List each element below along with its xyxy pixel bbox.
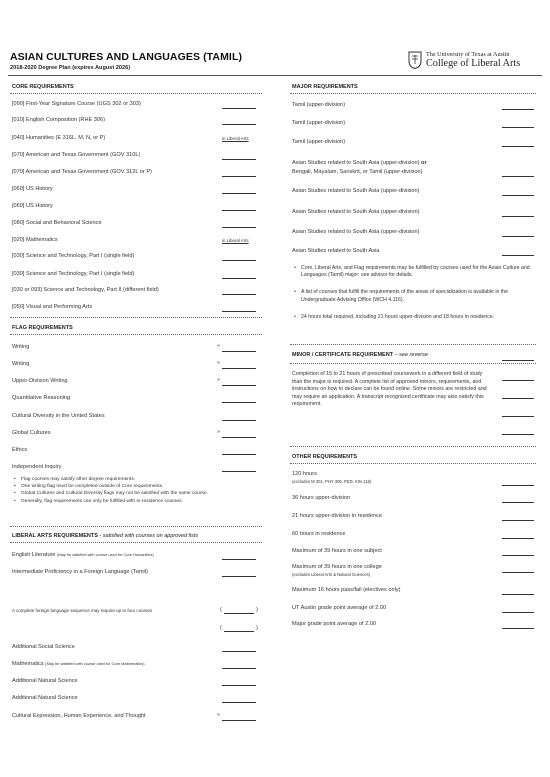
sequence-paren-open: ( bbox=[220, 625, 222, 631]
social-science-row: Additional Social Science bbox=[12, 644, 75, 650]
flag-note: • Flag courses may satisfy other degree requirements. bbox=[12, 476, 258, 483]
sequence-paren-open: ( bbox=[220, 607, 222, 613]
major-item-blank[interactable] bbox=[502, 236, 534, 237]
core-item-blank[interactable] bbox=[222, 311, 256, 312]
major-item-blank[interactable] bbox=[502, 176, 534, 177]
flag-note: • One writing flag must be completed outside of Core requirements. bbox=[12, 483, 258, 490]
mathematics-row bbox=[12, 661, 145, 667]
minor-divider bbox=[290, 363, 536, 364]
other-ut-gpa: UT Austin grade point average of 2.00 bbox=[292, 605, 387, 611]
other-divider-top bbox=[290, 446, 536, 447]
core-item-tag: in Liberal Arts bbox=[222, 136, 249, 141]
core-item-blank[interactable] bbox=[222, 159, 256, 160]
major-notes bbox=[292, 265, 536, 321]
flag-item-blank[interactable] bbox=[222, 420, 256, 421]
major-note: • A list of courses that fulfill the requirements of the areas of specialization is available in the Undergraduate Advising Office (WCH 4.116). bbox=[292, 289, 536, 303]
other-heading: OTHER REQUIREMENTS bbox=[292, 454, 358, 460]
minor-course-blank[interactable] bbox=[502, 398, 534, 399]
sequence-note: A complete foreign language sequence may require up to four courses bbox=[12, 608, 153, 613]
other-pass-fail: Maximum 16 hours pass/fail (electives only) bbox=[292, 587, 401, 593]
liberal-arts-heading-note: - satisfied with courses on approved lists bbox=[97, 533, 199, 539]
flag-arrow: » bbox=[217, 360, 220, 366]
core-item: [030 or 093] Science and Technology, Part II (different field) bbox=[12, 287, 159, 293]
core-item: [070] American and Texas Government (GOV 312L or P) bbox=[12, 169, 152, 175]
university-seal-icon bbox=[408, 51, 422, 69]
core-heading: CORE REQUIREMENTS bbox=[12, 84, 74, 90]
major-item-blank[interactable] bbox=[502, 146, 534, 147]
other-blank[interactable] bbox=[502, 612, 534, 613]
other-blank[interactable] bbox=[502, 485, 534, 486]
major-item: Tamil (upper-division) bbox=[292, 139, 346, 145]
sequence-paren-close: ) bbox=[256, 625, 258, 631]
minor-divider-top bbox=[290, 344, 536, 345]
core-item: [070] American and Texas Government (GOV 310L) bbox=[12, 152, 141, 158]
foreign-language-blank[interactable] bbox=[222, 576, 256, 577]
english-literature-label: English Literature bbox=[12, 552, 56, 558]
minor-heading-text: MINOR / CERTIFICATE REQUIREMENT bbox=[292, 352, 394, 358]
flag-item-blank[interactable] bbox=[222, 454, 256, 455]
major-item-blank[interactable] bbox=[502, 109, 534, 110]
english-literature-blank[interactable] bbox=[222, 559, 256, 560]
core-divider bbox=[10, 93, 262, 94]
flag-divider bbox=[10, 334, 262, 335]
natural-science-blank[interactable] bbox=[222, 685, 256, 686]
other-blank[interactable] bbox=[502, 520, 534, 521]
major-item-blank[interactable] bbox=[502, 127, 534, 128]
major-item: Tamil (upper-division) bbox=[292, 120, 346, 126]
other-blank[interactable] bbox=[502, 594, 534, 595]
core-item-blank[interactable] bbox=[222, 227, 256, 228]
major-item: Asian Studies related to South Asia (upper-division) bbox=[292, 209, 420, 215]
mathematics-label: Mathematics bbox=[12, 661, 44, 667]
minor-blank[interactable] bbox=[502, 360, 534, 361]
core-item-blank[interactable] bbox=[222, 294, 256, 295]
minor-description: Completion of 15 to 21 hours of prescribed coursework in a different field of study than the major is required. A complete list of approved minors, requirements, and instructions on how to declare can be found online. Some minors are restricted and may require an application. A transcript recognized certificate may also satisfy this requirement. bbox=[292, 371, 487, 408]
core-item: [060] US History bbox=[12, 186, 53, 192]
flag-arrow: » bbox=[217, 377, 220, 383]
core-item-blank[interactable] bbox=[222, 176, 256, 177]
flag-note: • Global Cultures and Cultural Diversity flags may not be satisfied with the same course. bbox=[12, 490, 258, 497]
natural-science-row: Additional Natural Science bbox=[12, 678, 78, 684]
other-120-hours-note: (excludes M 301, PHY 306, PED, KIN 119) bbox=[292, 479, 372, 484]
major-item-blank[interactable] bbox=[502, 216, 534, 217]
other-120-hours: 120 hours bbox=[292, 471, 317, 477]
flag-item: Global Cultures bbox=[12, 430, 51, 436]
core-item: [020] Mathematics bbox=[12, 237, 58, 243]
core-item: [030] Science and Technology, Part I (single field) bbox=[12, 253, 135, 259]
core-item: [040] Humanities (E 316L, M, N, or P) bbox=[12, 135, 106, 141]
major-note: • 24 hours total required, including 21 hours upper-division and 18 hours in residence. bbox=[292, 314, 536, 321]
page-title: ASIAN CULTURES AND LANGUAGES (TAMIL) bbox=[10, 51, 243, 63]
other-divider bbox=[290, 463, 536, 464]
college-logo bbox=[408, 50, 540, 72]
core-item-blank[interactable] bbox=[222, 193, 256, 194]
core-item-blank[interactable] bbox=[222, 124, 256, 125]
cultural-expression-row: Cultural Expression, Human Experience, and Thought bbox=[12, 713, 146, 719]
core-item: [050] Visual and Performing Arts bbox=[12, 304, 93, 310]
major-item-blank[interactable] bbox=[502, 195, 534, 196]
other-60-residence: 60 hours in residence bbox=[292, 531, 346, 537]
core-item-blank[interactable] bbox=[222, 260, 256, 261]
major-heading: MAJOR REQUIREMENTS bbox=[292, 84, 358, 90]
core-item-tag: in Liberal Arts bbox=[222, 238, 249, 243]
core-item-blank[interactable] bbox=[222, 108, 256, 109]
flag-item: Ethics bbox=[12, 447, 28, 453]
major-item: Asian Studies related to South Asia (upper-division) bbox=[292, 229, 420, 235]
major-south-asia-choice bbox=[292, 160, 427, 166]
core-item: [090] First-Year Signature Course (UGS 302 or 303) bbox=[12, 101, 141, 107]
other-blank[interactable] bbox=[502, 502, 534, 503]
flag-item: Writing bbox=[12, 361, 30, 367]
other-max-subject: Maximum of 39 hours in one subject bbox=[292, 548, 382, 554]
core-item: [030] Science and Technology, Part I (single field) bbox=[12, 271, 135, 277]
other-max-college: Maximum of 39 hours in one college bbox=[292, 564, 382, 570]
flag-arrow: » bbox=[217, 343, 220, 349]
other-blank[interactable] bbox=[502, 555, 534, 556]
sequence-blank[interactable] bbox=[224, 613, 254, 614]
minor-course-blank[interactable] bbox=[502, 380, 534, 381]
minor-heading bbox=[292, 352, 428, 358]
logo-college-name: College of Liberal Arts bbox=[426, 58, 521, 69]
minor-course-blank[interactable] bbox=[502, 434, 534, 435]
south-asia-or: or bbox=[421, 160, 427, 166]
major-note: • Core, Liberal Arts, and Flag requirements may be fulfilled by courses used for the Asian Culture and Languages (Tamil) major; see advisor for details. bbox=[292, 265, 536, 279]
core-item: [060] US History bbox=[12, 203, 53, 209]
other-blank[interactable] bbox=[502, 572, 534, 573]
south-asia-choice-text: Asian Studies related to South Asia (upper-division) bbox=[292, 160, 422, 166]
liberal-arts-heading bbox=[12, 533, 198, 539]
liberal-arts-divider-top bbox=[10, 526, 262, 527]
page-subtitle: 2018-2020 Degree Plan (expires August 2026) bbox=[10, 65, 131, 71]
other-blank[interactable] bbox=[502, 538, 534, 539]
flag-item-blank[interactable] bbox=[222, 351, 256, 352]
mathematics-note: (May be satisfied with course used for Core Mathematics) bbox=[45, 661, 145, 666]
other-36-upper: 36 hours upper-division bbox=[292, 495, 351, 501]
flag-item-blank[interactable] bbox=[222, 385, 256, 386]
page-header bbox=[8, 48, 542, 76]
flag-divider-top bbox=[10, 317, 262, 318]
major-divider bbox=[290, 93, 536, 94]
flag-item-blank[interactable] bbox=[222, 471, 256, 472]
liberal-arts-divider bbox=[10, 542, 262, 543]
core-item-blank[interactable] bbox=[222, 210, 256, 211]
natural-science-row: Additional Natural Science bbox=[12, 695, 78, 701]
flag-item-blank[interactable] bbox=[222, 437, 256, 438]
other-major-gpa: Major grade point average of 2.00 bbox=[292, 621, 376, 627]
flag-arrow: » bbox=[217, 429, 220, 435]
flag-item-blank[interactable] bbox=[222, 368, 256, 369]
flag-item: Quantitative Reasoning bbox=[12, 395, 71, 401]
sequence-paren-close: ) bbox=[256, 607, 258, 613]
flag-item: Upper-Division Writing bbox=[12, 378, 68, 384]
social-science-blank[interactable] bbox=[222, 651, 256, 652]
core-item: [080] Social and Behavioral Science bbox=[12, 220, 102, 226]
minor-course-blank[interactable] bbox=[502, 416, 534, 417]
sequence-blank[interactable] bbox=[224, 631, 254, 632]
natural-science-blank[interactable] bbox=[222, 702, 256, 703]
logo-university-name: The University of Texas at Austin bbox=[426, 51, 510, 58]
english-literature-row bbox=[12, 552, 154, 558]
core-item: [010] English Composition (RHE 306) bbox=[12, 117, 105, 123]
major-item: Asian Studies related to South Asia bbox=[292, 248, 380, 254]
other-21-residence: 21 hours upper-division in residence bbox=[292, 513, 382, 519]
minor-heading-note: – see reverse bbox=[393, 352, 428, 358]
core-item-blank[interactable] bbox=[222, 278, 256, 279]
cultural-expression-blank[interactable] bbox=[222, 720, 256, 721]
major-item: Tamil (upper-division) bbox=[292, 102, 346, 108]
foreign-language-row: Intermediate Proficiency in a Foreign Language (Tamil) bbox=[12, 569, 148, 575]
flag-heading: FLAG REQUIREMENTS bbox=[12, 325, 73, 331]
liberal-arts-heading-text: LIBERAL ARTS REQUIREMENTS bbox=[12, 533, 98, 539]
other-blank[interactable] bbox=[502, 628, 534, 629]
english-literature-note: (May be satisfied with course used for Core Humanities) bbox=[57, 552, 154, 557]
flag-item: Independent Inquiry bbox=[12, 464, 62, 470]
flag-item-blank[interactable] bbox=[222, 402, 256, 403]
cultural-expression-arrow: » bbox=[217, 712, 220, 718]
flag-item: Writing bbox=[12, 344, 30, 350]
major-item-blank[interactable] bbox=[502, 255, 534, 256]
flag-item: Cultural Diversity in the United States bbox=[12, 413, 105, 419]
other-max-college-note: (excludes Liberal Arts & Natural Sciences) bbox=[292, 572, 371, 577]
major-item: Asian Studies related to South Asia (upper-division) bbox=[292, 188, 420, 194]
flag-note: • Generally, flag requirements can only be fulfilled with in-residence courses. bbox=[12, 498, 258, 505]
flag-notes bbox=[12, 476, 258, 505]
major-south-asia-choice-line2: Bengali, Mayalam, Sanskrit, or Tamil (upper-division) bbox=[292, 169, 423, 175]
mathematics-blank[interactable] bbox=[222, 668, 256, 669]
